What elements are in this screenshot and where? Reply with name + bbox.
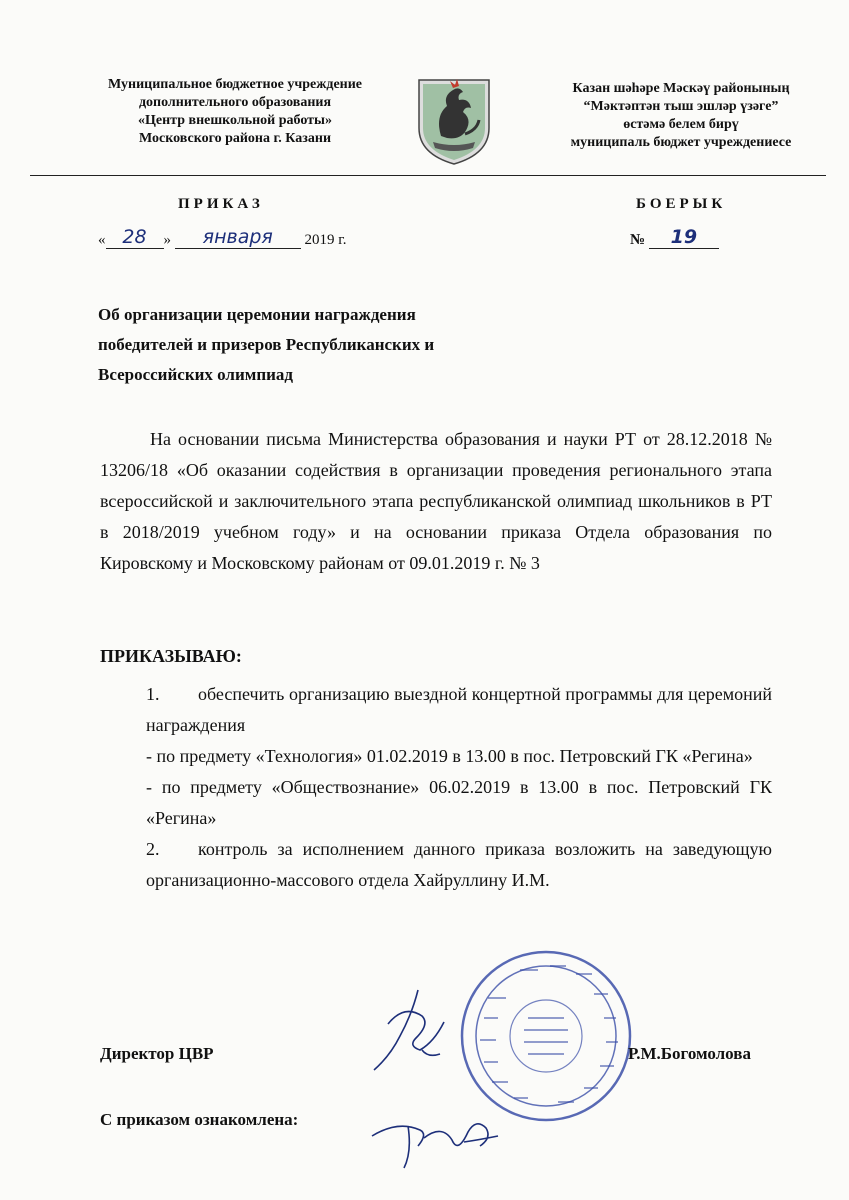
year-text: 2019 г. — [304, 232, 347, 248]
item-number: 1. — [146, 684, 160, 704]
header-left-institution — [80, 76, 390, 148]
order-title-tt: БОЕРЫК — [636, 196, 727, 212]
handwritten-day: 28 — [122, 226, 147, 248]
subject-line: Об организации церемонии награждения — [98, 305, 416, 324]
order-number — [630, 226, 719, 249]
director-signature-icon — [360, 984, 470, 1076]
acknowledgement-label: С приказом ознакомлена: — [100, 1110, 299, 1129]
day-blank — [106, 226, 164, 249]
number-label: № — [630, 232, 646, 248]
header-left-line: «Центр внешкольной работы» — [138, 113, 332, 128]
header-right-line: өстәмә белем бирү — [623, 117, 739, 132]
quote-close: » — [163, 232, 171, 248]
order-subject — [98, 300, 528, 390]
kazan-coat-of-arms-emblem — [413, 76, 495, 166]
subject-line: победителей и призеров Республиканских и — [98, 335, 435, 354]
header-left-line: Муниципальное бюджетное учреждение — [107, 77, 363, 92]
item-text: контроль за исполнением данного приказа возложить на заведующую организационно-массового отдела Хайруллину И.М. — [146, 839, 772, 890]
order-directive-heading: ПРИКАЗЫВАЮ: — [100, 646, 242, 666]
header-left-line: дополнительного образования — [138, 95, 332, 110]
signatory-name: Р.М.Богомолова — [628, 1044, 751, 1063]
order-item-subpoint — [146, 772, 772, 834]
order-title-ru: ПРИКАЗ — [178, 196, 264, 212]
header-right-line: муниципаль бюджет учреждениесе — [570, 135, 792, 150]
order-item-1 — [146, 679, 772, 741]
order-item-2 — [146, 834, 772, 896]
header-right-line: Казан шәһәре Мәскәү районының — [572, 81, 790, 96]
header-right-line: “Мәктәптән тыш эшләр үзәге” — [583, 99, 779, 114]
item-text: - по предмету «Технология» 01.02.2019 в 13.00 в пос. Петровский ГК «Регина» — [146, 746, 753, 766]
number-blank — [649, 226, 719, 249]
subject-line: Всероссийских олимпиад — [98, 365, 294, 384]
order-item-subpoint — [146, 741, 772, 772]
header-left-line: Московского района г. Казани — [138, 131, 332, 146]
handwritten-number: 19 — [670, 226, 698, 248]
order-items-list — [146, 679, 772, 896]
quote-open: « — [98, 232, 106, 248]
item-text: обеспечить организацию выездной концертной программы для церемоний награждения — [146, 684, 772, 735]
handwritten-month: января — [202, 226, 273, 248]
header-right-institution — [536, 80, 826, 152]
official-stamp-icon — [458, 948, 634, 1124]
order-date — [98, 226, 347, 249]
acknowledgement-signature-icon — [368, 1112, 508, 1172]
month-blank — [175, 226, 301, 249]
order-basis-paragraph: На основании письма Министерства образования и науки РТ от 28.12.2018 № 13206/18 «Об оказании содействия в организации проведения регионального этапа всероссийской и заключительного этапа республиканской олимпиад школьников в РТ в 2018/2019 учебном году» и на основании приказа Отдела образования по Кировскому и Московскому районам от 09.01.2019 г. № 3 — [100, 429, 772, 573]
header-divider — [30, 175, 826, 176]
item-number: 2. — [146, 839, 160, 859]
signatory-title: Директор ЦВР — [100, 1044, 214, 1063]
item-text: - по предмету «Обществознание» 06.02.2019 в 13.00 в пос. Петровский ГК «Регина» — [146, 777, 772, 828]
